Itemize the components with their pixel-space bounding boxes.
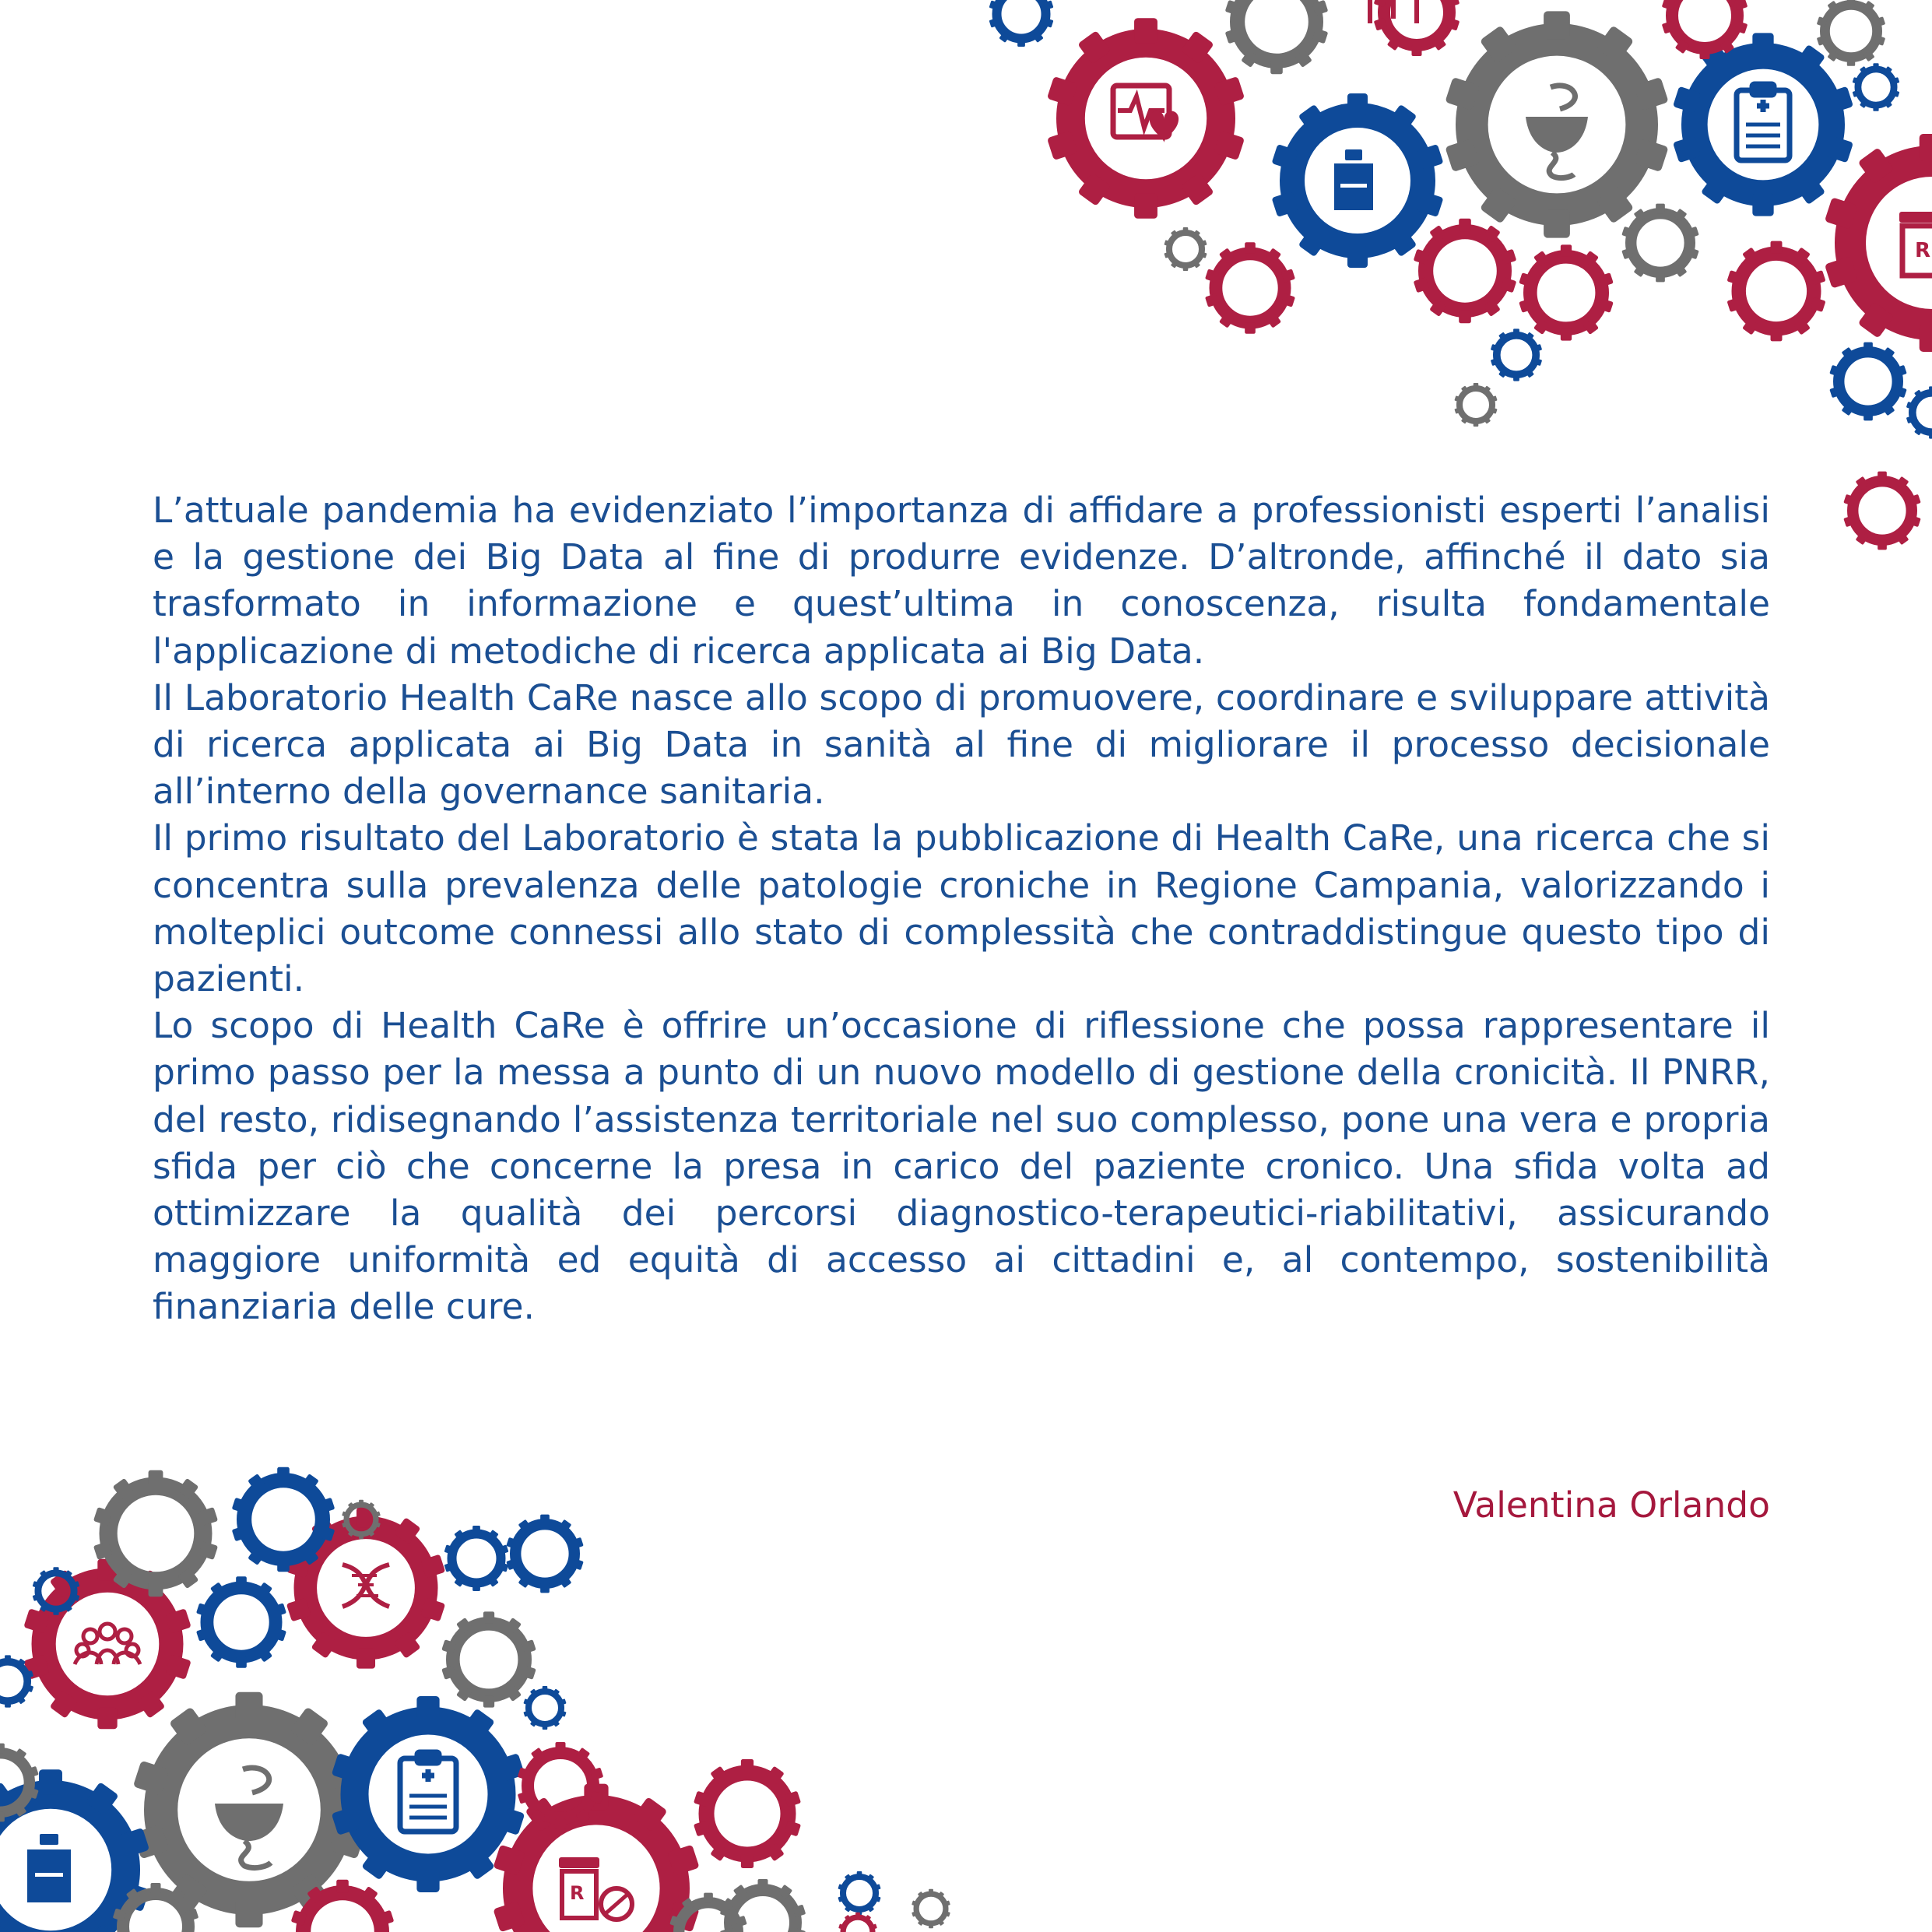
article-paragraph-2: Il Laboratorio Health CaRe nasce allo scopo di promuovere, coordinare e sviluppare attività di ricerca applicata ai Big Data in sanità al fine di migliorare il processo decisionale all’interno della governance sanitaria. [153,676,1770,813]
author-signature: Valentina Orlando [1453,1484,1770,1526]
clipboard-icon [400,1752,456,1832]
medicine-bottle-icon [1334,149,1373,210]
svg-text:R: R [570,1882,585,1904]
bottom-left-gear-cluster [0,1467,950,1932]
pharmacy-caduceus-icon [1526,86,1588,178]
clipboard-icon [1737,84,1790,160]
prescription-bottle-icon [1899,212,1932,276]
article-body [153,487,1770,1331]
prescription-pills-icon [559,1857,632,1920]
pharmacy-caduceus-icon [215,1768,283,1868]
article-paragraph-1: L’attuale pandemia ha evidenziato l’importanza di affidare a professionisti esperti l’analisi e la gestione dei Big Data al fine di produrre evidenze. D’altronde, affinché il dato sia trasformato in informazione e quest’ultima in conoscenza, risulta fondamentale l'applicazione di metodiche di ricerca applicata ai Big Data. [153,490,1770,672]
top-right-gear-cluster [989,0,1932,550]
people-group-icon [75,1624,140,1664]
dna-icon [342,1565,389,1607]
svg-text:R: R [1915,239,1931,262]
medicine-bottle-icon [27,1834,71,1902]
article-paragraph-3: Il primo risultato del Laboratorio è stata la pubblicazione di Health CaRe, una ricerca che si concentra sulla prevalenza delle patologie croniche in Regione Campania, valorizzando i molteplici outcome connessi allo stato di complessità che contraddistingue questo tipo di pazienti. [153,817,1770,1000]
heart-monitor-icon [1113,86,1179,142]
article-paragraph-4: Lo scopo di Health CaRe è offrire un’occasione di riflessione che possa rappresentare il primo passo per la messa a punto di un nuovo modello di gestione della cronicità. Il PNRR, del resto, ridisegnando l’assistenza territoriale nel suo complesso, pone una vera e propria sfida per ciò che concerne la presa in carico del paziente cronico. Una sfida volta ad ottimizzare la qualità dei percorsi diagnostico-terapeutici-riabilitativi, assicurando maggiore uniformità ed equità di accesso ai cittadini e, al contempo, sostenibilità finanziaria delle cure. [153,1005,1770,1328]
